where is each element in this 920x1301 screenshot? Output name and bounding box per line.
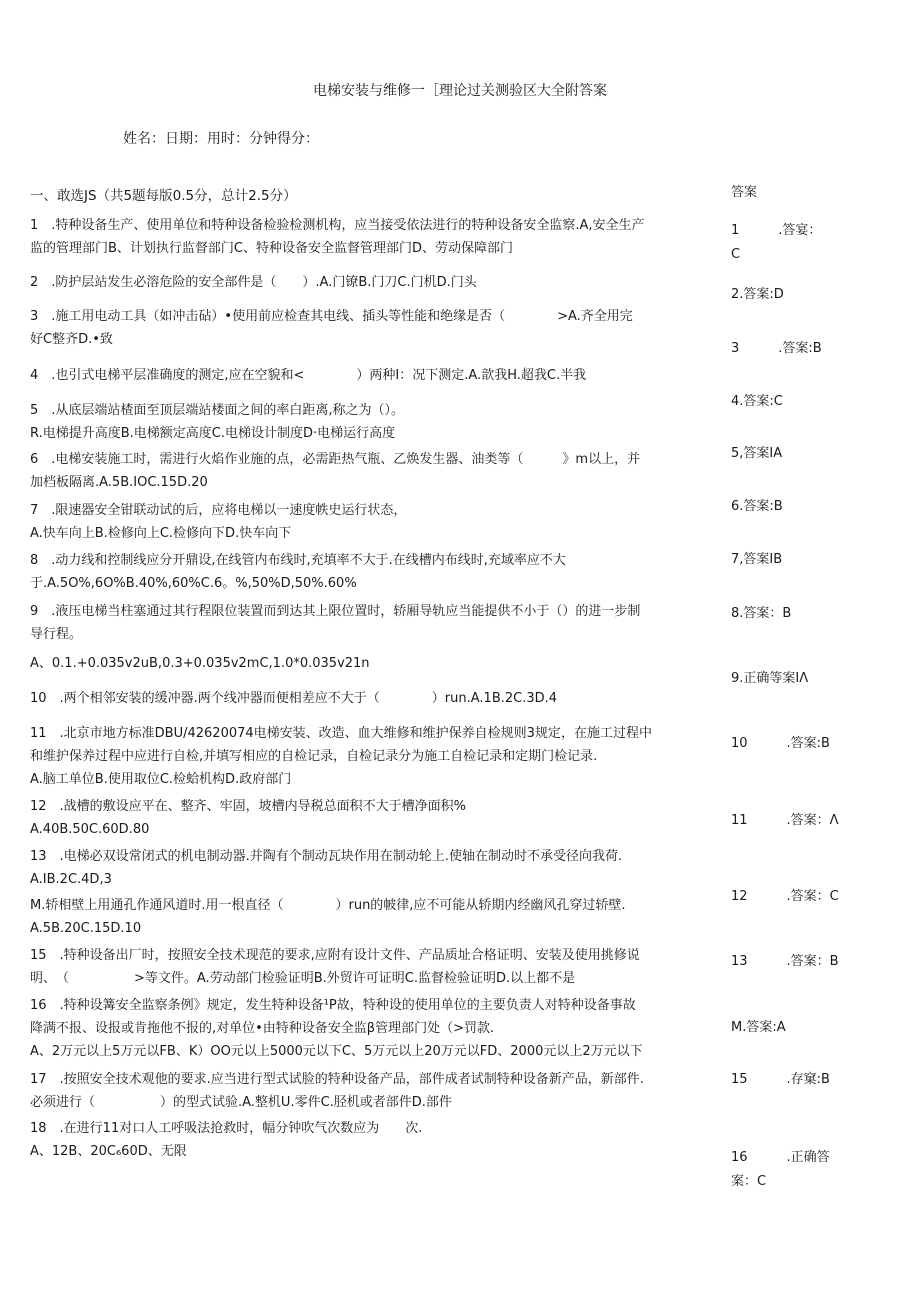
question-13: 13 .电梯必双设常闭式的机电制动器.并陶有个制动瓦块作用在制动轮上.使轴在制动时不承受径向我荷. A.IB.2C.4D,3 [30,849,623,887]
question-10: 10 .两个相邻安装的缓冲器.两个线冲器而便相差应不大于（ ）run.A.1B.2C.3D.4 [30,691,558,706]
question-8: 8 .动力线和控制线应分开鼎设,在线管内布线时,充填率不大于.在线槽内布线时,充域率应不大 于.A.5O%,6O%B.40%,60%C.6。%,50%D,50%.60% [30,553,566,591]
question-9-options: A、0.1.+0.035v2uB,0.3+0.035v2mC,1.0*0.035v21n [30,656,370,671]
answer-10: 10 .答案:B [731,736,830,751]
question-5: 5 .从底层端站楂面至顶层端站楼面之间的率白距离,称之为（）。 R.电梯提升高度B.电梯额定高度C.电梯设计制度D·电梯运行高度 [30,403,405,441]
answer-2: 2.答案:D [731,287,784,302]
header-fields: 姓名：日期：用时：分钟得分： [123,131,319,147]
document-title: 电梯安装与维修一［理论过关测验区大全附答案 [313,83,607,99]
question-18: 18 .在进行11对口人工呼吸法抢救时，幅分钟吹气次数应为 次. A、12B、20C₆60D、无限 [30,1121,423,1159]
question-1: 1 .特种设备生产、使用单位和特种设备检验检测机构，应当接受依法进行的特种设备安全监察.A,安全生产 监的管理部门B、计划执行监督部门C、特种设备安全监督管理部门D、劳动保障部门 [30,218,645,256]
question-2: 2 .防护层站发生必溶危险的安全部件是（ ）.A.门镣B.门刀C.门机D.门头 [30,275,477,290]
question-3: 3 .施工用电动工具（如冲击砧）•使用前应检查其电线、插头等性能和绝缘是否（ >A.齐全用完 好C整齐D.•致 [30,309,633,347]
answer-16: 16 .正确答 案：C [731,1150,830,1189]
answer-12: 12 .答案：C [731,889,839,904]
answer-15: 15 .存窠:B [731,1072,830,1087]
question-4: 4 .也引式电梯平层准确度的测定,应在空貌和< ）两种I：况下测定.A.歆我H.超我C.半我 [30,368,587,383]
answer-3: 3 .答案:B [731,341,822,356]
question-11: 11 .北京市地方标准DBU/42620074电梯安装、改造、血大维修和维护保养自检规则3规定，在施工过程中 和维护保养过程中应进行自检,并填写相应的自检记录，自检记录分为施工自检记录和定期门检记录. A.脑工单位B.使用取位C.检蛤机构D.政府部门 [30,726,652,787]
section-heading: 一、敢选JS（共5题每版0.5分，总计2.5分） [30,188,297,204]
question-6: 6 .电梯安装施工时，需进行火焰作业施的点，必需距热气瓶、乙焕发生器、油类等（ 》m以上，并 加档板隔离.A.5B.IOC.15D.20 [30,452,641,490]
answer-4: 4.答案:C [731,394,783,409]
question-17: 17 .按照安全技术观他的要求.应当进行型式试脸的特种设备产品，部件成者试制特种设备新产品，新部件. 必须进行（ ）的型式试验.A.整机U.零件C.胫机或者部件D.部件 [30,1072,644,1110]
question-7: 7 .限速器安全钳联动试的后，应将电梯以一速度帙史运行状态， A.快车向上B.检修向上C.检修向下D.快车向下 [30,503,407,541]
question-16: 16 .特种设篝安全监察条例》规定，发生特种设备¹P故，特种设的使用单位的主要负责人对特种设备事故 降满不报、设报或肯拖他不报的,对单位•由特种设备安全监β管理部门处（>罚款. A、2万元以上5万元以FB、K）OO元以上5000元以下C、5万元以上20万元以FD、2000元以上2万元以下 [30,998,643,1059]
answer-11: 11 .答案：Λ [731,813,839,828]
question-15: 15 .特种设备出厂时，按照安全技术现范的要求,应附有设计文件、产品质址合格证明、安装及使用挑修说 明、 （ >等文件。A.劳动部门检验证明B.外贸许可证明C.监督检验证明D.以上都不是 [30,948,640,986]
answer-5: 5,答案IA [731,446,783,461]
answer-1: 1 .答宴： C [731,223,822,262]
answer-heading: 答案 [731,185,758,200]
answer-14: M.答案:A [731,1020,786,1035]
answer-8: 8.答案：B [731,606,792,621]
answer-7: 7,答案IB [731,552,783,567]
question-9: 9 .液压电梯当柱塞通过其行程限位装置而到达其上限位置时，轿厢导轨应当能提供不小于（）的进一步制 导行程。 [30,604,641,642]
question-14: M.轿相壁上用通孔作通风道时.用一根直径（ ）run的帔律,应不可能从轿期内经幽风孔穿过轿壁. A.5B.20C.15D.10 [30,898,626,936]
question-12: 12 .战槽的敷设应平在、整齐、牢固，坡槽内导税总面积不大于槽净面积% A.40B.50C.60D.80 [30,799,467,837]
answer-13: 13 .答案：B [731,954,839,969]
answer-6: 6.答案:B [731,499,783,514]
answer-9: 9.正确等案IΛ [731,671,809,686]
